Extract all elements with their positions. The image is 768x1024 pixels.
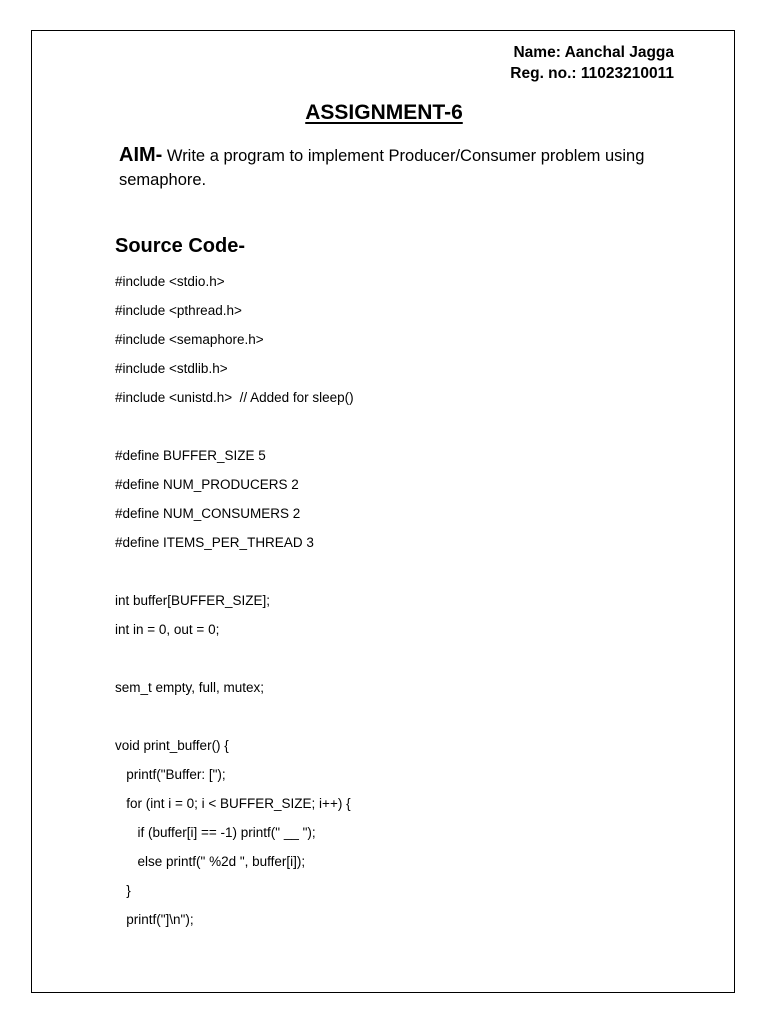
aim-text: Write a program to implement Producer/Consumer problem using semaphore. xyxy=(119,147,645,189)
code-line: if (buffer[i] == -1) printf(" __ "); xyxy=(115,825,316,840)
code-line: #include <unistd.h> // Added for sleep() xyxy=(115,390,354,405)
code-line xyxy=(115,707,695,736)
code-line xyxy=(115,562,695,591)
aim-label: AIM- xyxy=(119,144,163,166)
code-line: #define NUM_CONSUMERS 2 xyxy=(115,506,301,521)
code-line: int in = 0, out = 0; xyxy=(115,622,220,637)
code-line: #include <stdlib.h> xyxy=(115,361,228,376)
code-line: } xyxy=(115,883,131,898)
source-code-heading: Source Code- xyxy=(115,235,246,257)
code-line: #define BUFFER_SIZE 5 xyxy=(115,448,266,463)
code-line: for (int i = 0; i < BUFFER_SIZE; i++) { xyxy=(115,796,351,811)
code-line: #include <pthread.h> xyxy=(115,303,242,318)
code-line: void print_buffer() { xyxy=(115,738,229,753)
code-line: printf("]\n"); xyxy=(115,912,194,927)
code-line: sem_t empty, full, mutex; xyxy=(115,680,265,695)
code-line: #include <stdio.h> xyxy=(115,274,225,289)
source-code-block xyxy=(115,272,695,939)
student-info xyxy=(510,42,674,84)
registration-number: Reg. no.: 11023210011 xyxy=(510,65,674,82)
code-line: #include <semaphore.h> xyxy=(115,332,264,347)
student-name: Name: Aanchal Jagga xyxy=(513,44,674,61)
code-line: #define NUM_PRODUCERS 2 xyxy=(115,477,299,492)
assignment-title: ASSIGNMENT-6 xyxy=(305,101,463,124)
code-line: #define ITEMS_PER_THREAD 3 xyxy=(115,535,314,550)
code-line: else printf(" %2d ", buffer[i]); xyxy=(115,854,306,869)
code-line xyxy=(115,649,695,678)
aim-paragraph xyxy=(119,143,679,192)
code-line: printf("Buffer: ["); xyxy=(115,767,226,782)
code-line xyxy=(115,417,695,446)
code-line: int buffer[BUFFER_SIZE]; xyxy=(115,593,271,608)
